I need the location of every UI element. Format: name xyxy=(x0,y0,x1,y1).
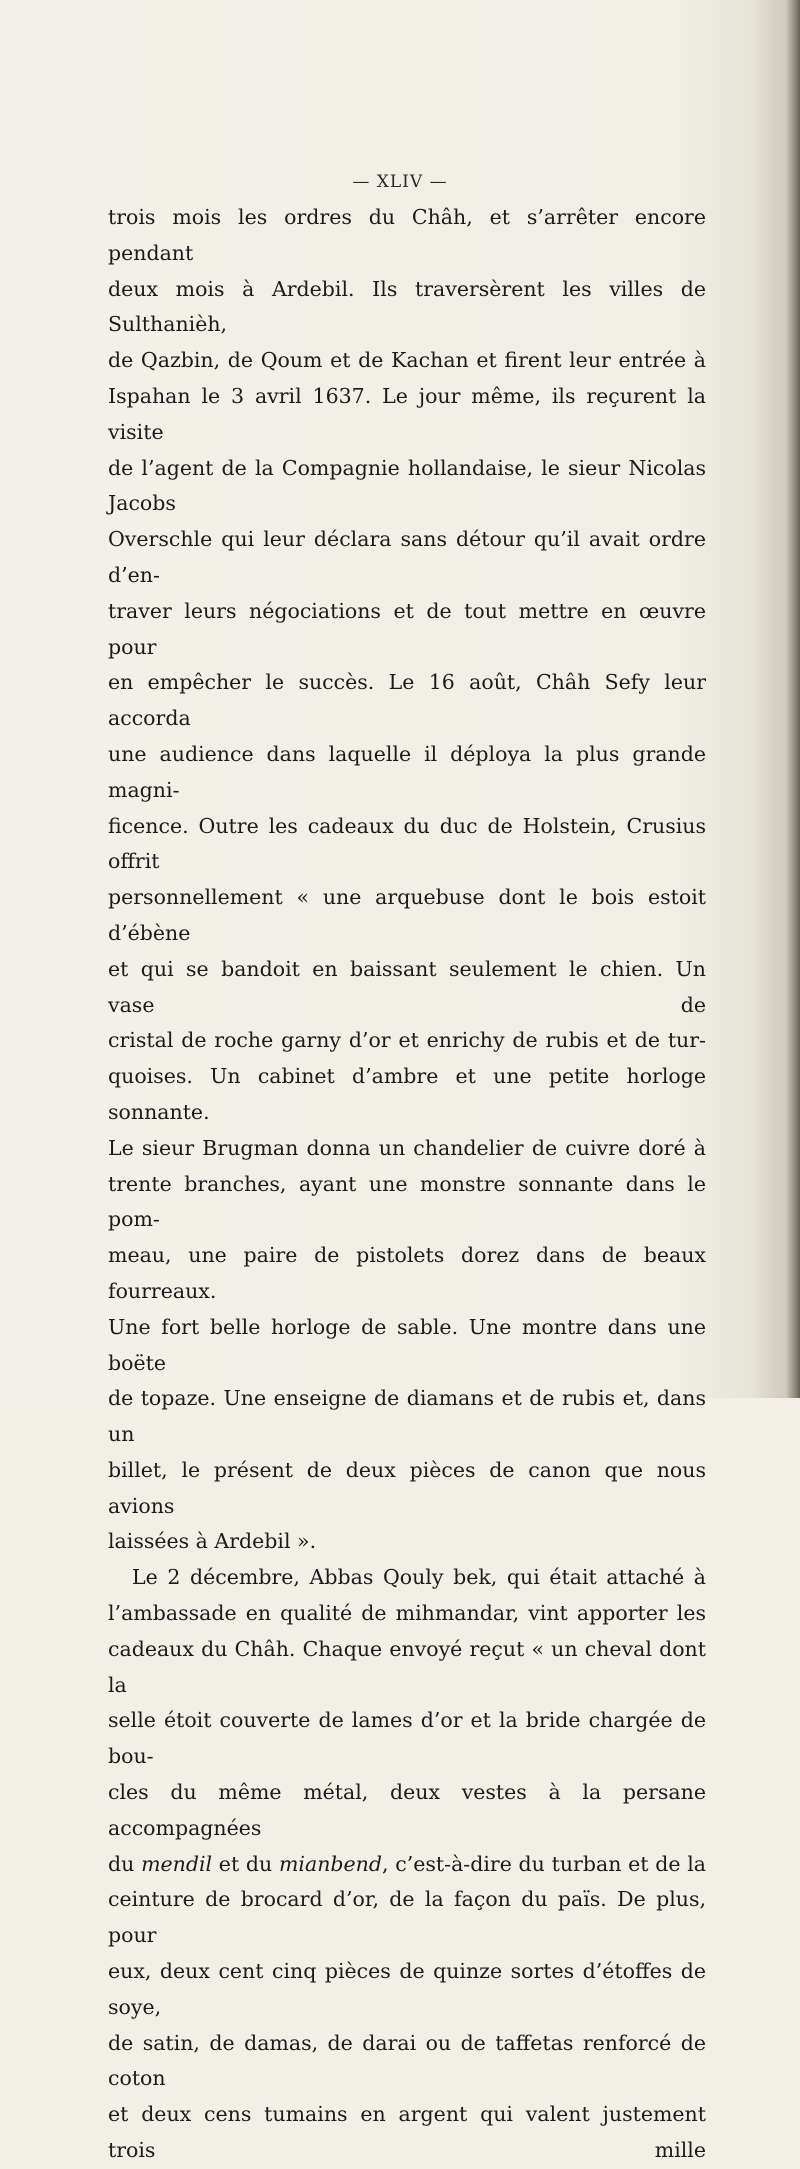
text-line: deux mois à Ardebil. Ils traversèrent les villes de Sulthanièh, xyxy=(108,276,706,337)
text-line: de l’agent de la Compagnie hollandaise, le sieur Nicolas Jacobs xyxy=(108,455,706,516)
italic-term-mianbend: mianbend xyxy=(278,1851,382,1876)
paragraph-end-line: laissées à Ardebil ». xyxy=(108,1529,317,1554)
page-number-header: — XLIV — xyxy=(352,172,448,192)
text-line: et deux cens tumains en argent qui valent justement trois mille xyxy=(108,2102,706,2163)
text-line: l’ambassade en qualité de mihmandar, vint apporter les xyxy=(108,1601,706,1626)
text-line: trois mois les ordres du Châh, et s’arrêter encore pendant xyxy=(108,205,706,265)
text-line: de Qazbin, de Qoum et de Kachan et firent leur entrée à xyxy=(108,348,706,373)
text-line: Ispahan le 3 avril 1637. Le jour même, ils reçurent la visite xyxy=(108,383,706,444)
text-line: Une fort belle horloge de sable. Une montre dans une boëte xyxy=(108,1314,706,1375)
text-line-with-italics xyxy=(108,1847,706,1883)
page-edge-shadow xyxy=(786,0,800,1398)
text-line: en empêcher le succès. Le 16 août, Châh Sefy leur accorda xyxy=(108,670,706,731)
text-line: ficence. Outre les cadeaux du duc de Holstein, Crusius offrit xyxy=(108,813,706,874)
text-line: personnellement « une arquebuse dont le bois estoit d’ébène xyxy=(108,885,706,945)
text-line: traver leurs négociations et de tout mettre en œuvre pour xyxy=(108,598,706,659)
text-fragment: , c’est-à-dire du turban et de la xyxy=(382,1851,706,1876)
text-line: cadeaux du Châh. Chaque envoyé reçut « un cheval dont la xyxy=(108,1636,706,1697)
text-line: de satin, de damas, de darai ou de taffetas renforcé de coton xyxy=(108,2030,706,2091)
text-line: de topaze. Une enseigne de diamans et de rubis et, dans un xyxy=(108,1386,706,1447)
italic-term-mendil: mendil xyxy=(141,1851,213,1876)
text-line: Le sieur Brugman donna un chandelier de cuivre doré à xyxy=(108,1135,706,1160)
text-line: et qui se bandoit en baissant seulement le chien. Un vase de xyxy=(108,956,706,1017)
text-line: cristal de roche garny d’or et enrichy de rubis et de tur- xyxy=(108,1028,706,1053)
text-line: trente branches, ayant une monstre sonnante dans le pom- xyxy=(108,1171,706,1232)
text-line: une audience dans laquelle il déploya la plus grande magni- xyxy=(108,741,706,802)
text-line: quoises. Un cabinet d’ambre et une petite horloge sonnante. xyxy=(108,1064,706,1124)
text-line: meau, une paire de pistolets dorez dans de beaux fourreaux. xyxy=(108,1243,706,1303)
text-line: ceinture de brocard d’or, de la façon du païs. De plus, pour xyxy=(108,1887,706,1948)
text-line: Overschle qui leur déclara sans détour qu’il avait ordre d’en- xyxy=(108,527,706,587)
text-line: eux, deux cent cinq pièces de quinze sortes d’étoffes de soye, xyxy=(108,1959,706,2019)
body-text xyxy=(108,200,706,2169)
text-fragment: et du xyxy=(212,1851,279,1876)
text-line: cles du même métal, deux vestes à la persane accompagnées xyxy=(108,1780,706,1840)
text-line: billet, le présent de deux pièces de canon que nous avions xyxy=(108,1457,706,1518)
text-line: selle étoit couverte de lames d’or et la bride chargée de bou- xyxy=(108,1708,706,1769)
text-fragment: du xyxy=(108,1851,142,1876)
paragraph-start-line: Le 2 décembre, Abbas Qouly bek, qui était attaché à xyxy=(132,1565,706,1590)
